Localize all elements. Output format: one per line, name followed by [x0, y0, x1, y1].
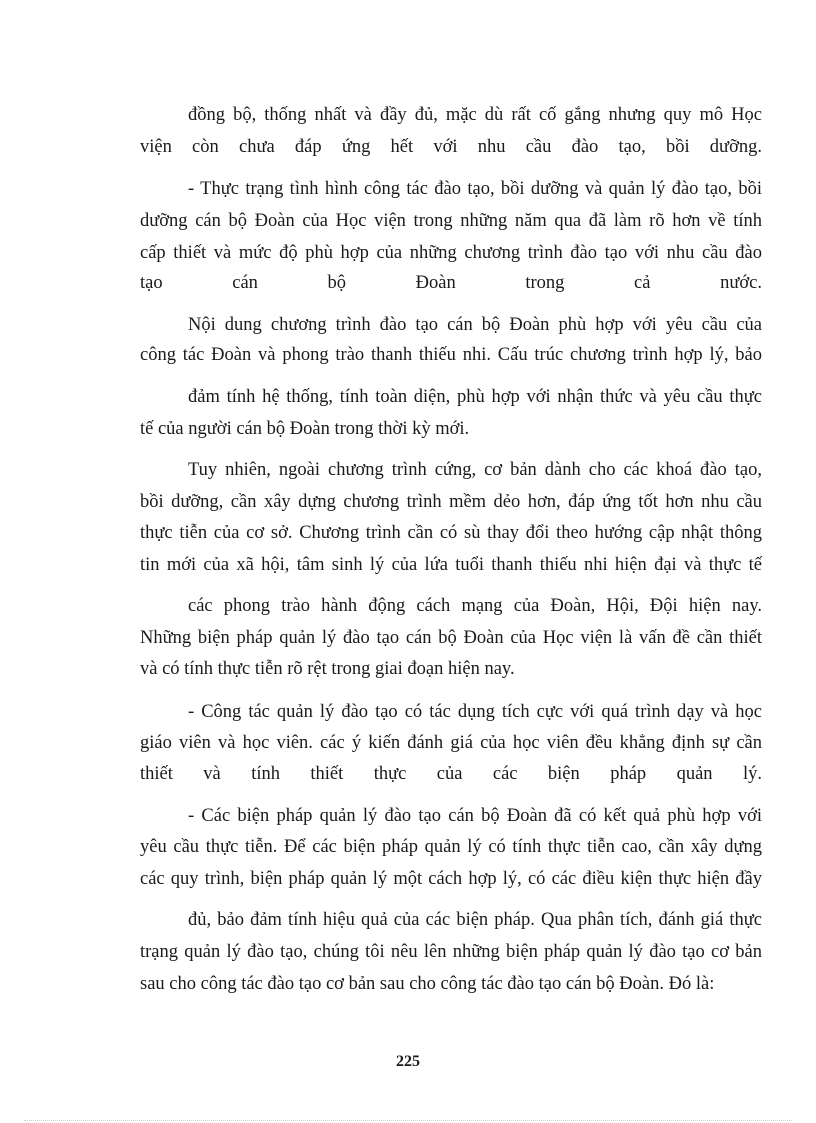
text-line: và có tính thực tiễn rõ rệt trong giai đoạn hiện nay. — [140, 659, 515, 679]
text-line: cấp thiết và mức độ phù hợp của những chương trình đào tạo với nhu cầu đào — [140, 243, 762, 263]
text-line: - Công tác quản lý đào tạo có tác dụng tích cực với quá trình dạy và học — [188, 702, 762, 722]
text-line: thực tiễn của cơ sở. Chương trình cần có sù thay đổi theo hướng cập nhật thông — [140, 523, 762, 543]
text-line: giáo viên và học viên. các ý kiến đánh giá của học viên đều khẳng định sự cần — [140, 733, 762, 753]
text-line: - Các biện pháp quản lý đào tạo cán bộ Đoàn đã có kết quả phù hợp với — [188, 806, 762, 826]
text-line: trạng quản lý đào tạo, chúng tôi nêu lên những biện pháp quản lý đào tạo cơ bản — [140, 942, 762, 962]
text-line: Tuy nhiên, ngoài chương trình cứng, cơ bản dành cho các khoá đào tạo, — [188, 460, 762, 480]
text-line: đảm tính hệ thống, tính toàn diện, phù hợp với nhận thức và yêu cầu thực — [188, 387, 762, 407]
text-line: tin mới của xã hội, tâm sinh lý của lứa tuổi thanh thiếu nhi hiện đại và thực tế — [140, 555, 762, 575]
text-line: sau cho công tác đào tạo cơ bản sau cho công tác đào tạo cán bộ Đoàn. Đó là: — [140, 974, 715, 994]
text-line: yêu cầu thực tiễn. Để các biện pháp quản lý có tính thực tiễn cao, cần xây dựng — [140, 837, 762, 857]
text-line: công tác Đoàn và phong trào thanh thiếu nhi. Cấu trúc chương trình hợp lý, bảo — [140, 345, 762, 365]
text-line: bồi dưỡng, cần xây dựng chương trình mềm dẻo hơn, đáp ứng tốt hơn nhu cầu — [140, 492, 762, 512]
text-line: thiết và tính thiết thực của các biện pháp quản lý. — [140, 764, 762, 784]
text-line: Nội dung chương trình đào tạo cán bộ Đoàn phù hợp với yêu cầu của — [188, 315, 762, 335]
text-line: dưỡng cán bộ Đoàn của Học viện trong những năm qua đã làm rõ hơn về tính — [140, 211, 762, 231]
text-line: Những biện pháp quản lý đào tạo cán bộ Đoàn của Học viện là vấn đề cần thiết — [140, 628, 762, 648]
text-line: đồng bộ, thống nhất và đầy đủ, mặc dù rất cố gắng nhưng quy mô Học — [188, 105, 762, 125]
text-line: đủ, bảo đảm tính hiệu quả của các biện pháp. Qua phân tích, đánh giá thực — [188, 910, 762, 930]
text-line: viện còn chưa đáp ứng hết với nhu cầu đào tạo, bồi dưỡng. — [140, 137, 762, 157]
page-number: 225 — [396, 1053, 420, 1070]
page-bottom-rule — [24, 1120, 792, 1121]
text-line: tạo cán bộ Đoàn trong cả nước. — [140, 273, 762, 293]
text-line: - Thực trạng tình hình công tác đào tạo, bồi dưỡng và quản lý đào tạo, bồi — [188, 179, 762, 199]
text-line: các phong trào hành động cách mạng của Đoàn, Hội, Đội hiện nay. — [188, 596, 762, 616]
text-line: các quy trình, biện pháp quản lý một cách hợp lý, có các điều kiện thực hiện đầy — [140, 869, 762, 889]
text-line: tế của người cán bộ Đoàn trong thời kỳ mới. — [140, 419, 470, 439]
